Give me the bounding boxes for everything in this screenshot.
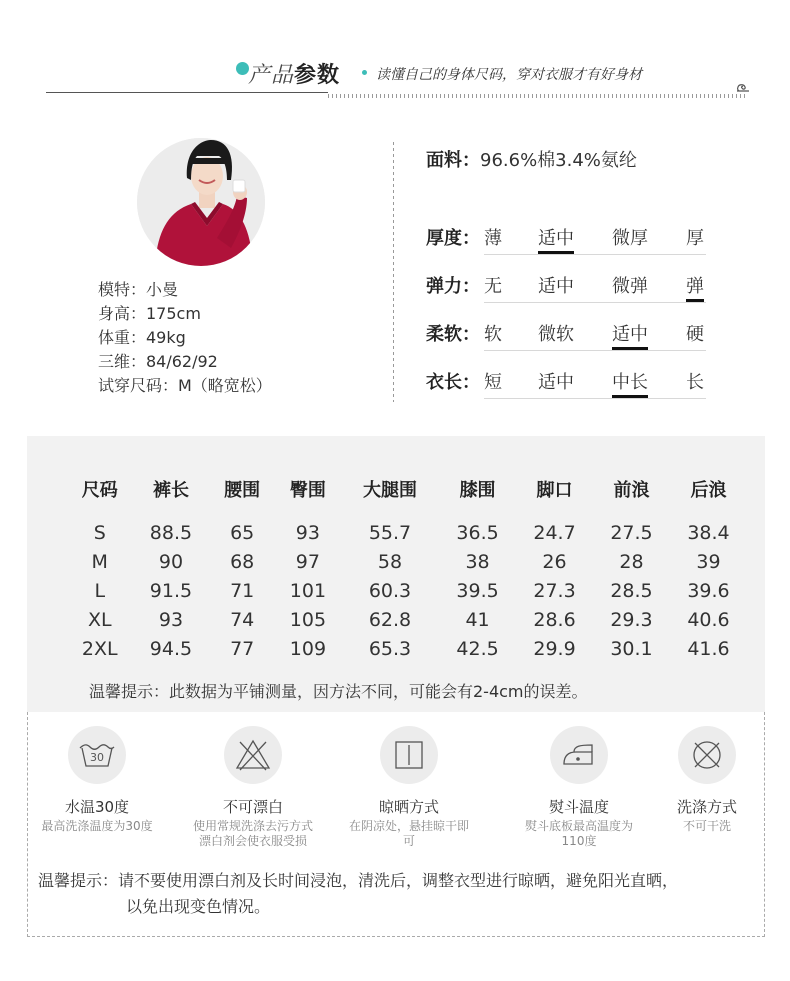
measurement-cell: 97 bbox=[295, 550, 320, 573]
column-header: 臀围 bbox=[289, 480, 326, 501]
no-dry-clean-icon bbox=[678, 726, 736, 784]
attr-option: 厚 bbox=[686, 228, 704, 249]
attr-option: 微软 bbox=[538, 324, 574, 345]
column-header: 膝围 bbox=[459, 480, 496, 501]
care-desc: 熨斗底板最高温度为110度 bbox=[524, 819, 633, 848]
measurement-cell: 88.5 bbox=[149, 521, 193, 544]
measurement-cell: 28 bbox=[619, 550, 644, 573]
table-row bbox=[67, 605, 747, 634]
column-header: 大腿围 bbox=[362, 480, 417, 501]
no-bleach-icon bbox=[224, 726, 282, 784]
column-header: 脚口 bbox=[536, 480, 573, 501]
fabric-row bbox=[426, 146, 637, 172]
measurement-cell: 36.5 bbox=[456, 521, 499, 544]
measurement-cell: 39.6 bbox=[687, 579, 730, 602]
size-chart-panel bbox=[27, 436, 765, 712]
column-header: 尺码 bbox=[81, 480, 118, 501]
measurement-cell: 68 bbox=[230, 550, 255, 573]
measurement-cell: 55.7 bbox=[368, 521, 412, 544]
attr-option: 长 bbox=[686, 372, 704, 393]
header-dashed-line bbox=[328, 94, 746, 98]
attr-option: 硬 bbox=[686, 324, 704, 345]
care-item-dry bbox=[344, 726, 474, 849]
table-row bbox=[67, 547, 747, 576]
wash-temp-badge: 30 bbox=[90, 751, 104, 764]
measurement-cell: 105 bbox=[289, 608, 327, 631]
model-info bbox=[98, 278, 272, 398]
model-photo bbox=[137, 138, 265, 266]
measurement-cell: 93 bbox=[295, 521, 320, 544]
measurement-cell: 27.3 bbox=[533, 579, 576, 602]
size-label-cell: M bbox=[91, 550, 108, 573]
attr-option: 薄 bbox=[484, 228, 502, 249]
care-title: 不可漂白 bbox=[222, 798, 283, 816]
measurement-cell: 39.5 bbox=[456, 579, 499, 602]
care-item-iron bbox=[514, 726, 644, 849]
measurement-cell: 74 bbox=[230, 608, 255, 631]
attr-option: 适中 bbox=[538, 372, 574, 393]
attr-option: 适中 bbox=[538, 224, 574, 254]
measurement-cell: 28.5 bbox=[610, 579, 653, 602]
measurement-cell: 27.5 bbox=[610, 521, 653, 544]
size-label-cell: L bbox=[94, 579, 106, 602]
measurement-cell: 41 bbox=[465, 608, 490, 631]
attr-option: 无 bbox=[484, 276, 502, 297]
size-note: 温馨提示：此数据为平铺测量，因方法不同，可能会有2-4cm的误差。 bbox=[89, 682, 588, 701]
line-dry-icon bbox=[380, 726, 438, 784]
measurement-cell: 26 bbox=[542, 550, 567, 573]
model-weight: 体重：49kg bbox=[98, 328, 186, 347]
measurement-cell: 62.8 bbox=[368, 608, 412, 631]
measurement-cell: 65 bbox=[230, 521, 255, 544]
iron-icon bbox=[550, 726, 608, 784]
measurement-cell: 94.5 bbox=[149, 637, 193, 660]
measurement-cell: 60.3 bbox=[368, 579, 412, 602]
attr-option: 弹 bbox=[686, 272, 704, 302]
measurement-cell: 77 bbox=[230, 637, 255, 660]
model-name: 模特：小曼 bbox=[98, 280, 179, 299]
column-header: 腰围 bbox=[224, 480, 261, 501]
column-header: 后浪 bbox=[690, 480, 727, 501]
measurement-cell: 71 bbox=[230, 579, 255, 602]
table-row bbox=[67, 518, 747, 547]
care-desc: 在阴凉处，悬挂晾干即可 bbox=[348, 819, 469, 848]
measurement-cell: 40.6 bbox=[687, 608, 730, 631]
fabric-label: 面料： bbox=[426, 150, 480, 171]
measurement-cell: 91.5 bbox=[149, 579, 193, 602]
swirl-icon bbox=[736, 82, 750, 92]
model-height: 身高：175cm bbox=[98, 304, 201, 323]
model-avatar bbox=[137, 138, 265, 266]
care-desc: 使用常规洗涤去污方式 漂白剂会使衣服受损 bbox=[192, 819, 313, 848]
size-table bbox=[67, 472, 747, 663]
measurement-cell: 28.6 bbox=[533, 608, 576, 631]
bullet-dot bbox=[362, 70, 367, 75]
measurement-cell: 29.3 bbox=[610, 608, 653, 631]
model-measurements: 三维：84/62/92 bbox=[98, 352, 218, 371]
care-tip-line: 以免出现变色情况。 bbox=[126, 897, 271, 916]
measurement-cell: 41.6 bbox=[687, 637, 730, 660]
table-row bbox=[67, 634, 747, 663]
fabric-value: 96.6%棉3.4%氨纶 bbox=[480, 150, 637, 171]
measurement-cell: 90 bbox=[158, 550, 184, 573]
section-header bbox=[40, 56, 755, 106]
care-desc: 不可干洗 bbox=[682, 819, 731, 833]
measurement-cell: 39 bbox=[696, 550, 721, 573]
vertical-divider bbox=[393, 142, 394, 402]
attr-option: 适中 bbox=[612, 320, 648, 350]
attr-option: 微厚 bbox=[612, 228, 648, 249]
measurement-cell: 65.3 bbox=[368, 637, 412, 660]
measurement-cell: 24.7 bbox=[533, 521, 576, 544]
care-tip bbox=[38, 868, 678, 920]
care-title: 洗涤方式 bbox=[676, 798, 737, 816]
table-row bbox=[67, 576, 747, 605]
care-title: 水温30度 bbox=[64, 798, 130, 816]
attr-label: 柔软： bbox=[426, 324, 480, 345]
measurement-cell: 30.1 bbox=[610, 637, 653, 660]
wash-30-icon bbox=[68, 726, 126, 784]
size-label-cell: S bbox=[93, 521, 106, 544]
attr-label: 弹力： bbox=[426, 276, 480, 297]
measurement-cell: 93 bbox=[158, 608, 184, 631]
measurement-cell: 38.4 bbox=[687, 521, 730, 544]
model-size: 试穿尺码：M（略宽松） bbox=[98, 376, 272, 395]
table-header-row bbox=[67, 472, 747, 506]
attr-option: 软 bbox=[484, 324, 502, 345]
care-item-wash bbox=[32, 726, 162, 834]
section-subtitle: 读懂自己的身体尺码，穿对衣服才有好身材 bbox=[376, 67, 642, 83]
attr-options bbox=[484, 224, 706, 255]
column-header: 裤长 bbox=[152, 480, 189, 501]
header-line bbox=[46, 92, 328, 93]
measurement-cell: 58 bbox=[377, 550, 403, 573]
measurement-cell: 101 bbox=[289, 579, 327, 602]
care-tip-line: 温馨提示：请不要使用漂白剂及长时间浸泡，清洗后，调整衣型进行晾晒，避免阳光直晒， bbox=[38, 871, 679, 890]
attr-option: 微弹 bbox=[612, 276, 648, 297]
care-desc: 最高洗涤温度为30度 bbox=[41, 819, 153, 833]
attr-option: 短 bbox=[484, 372, 502, 393]
measurement-cell: 38 bbox=[465, 550, 490, 573]
care-title: 晾晒方式 bbox=[378, 798, 439, 816]
attr-option: 适中 bbox=[538, 276, 574, 297]
measurement-cell: 42.5 bbox=[456, 637, 499, 660]
care-item-bleach bbox=[188, 726, 318, 849]
attr-options bbox=[484, 320, 706, 351]
size-label-cell: XL bbox=[87, 608, 112, 631]
column-header: 前浪 bbox=[613, 480, 650, 501]
care-panel bbox=[27, 712, 765, 937]
attr-option: 中长 bbox=[612, 368, 648, 398]
measurement-cell: 29.9 bbox=[533, 637, 576, 660]
attr-options bbox=[484, 368, 706, 399]
care-item-dryclean bbox=[642, 726, 772, 834]
attr-label: 厚度： bbox=[426, 228, 480, 249]
care-title: 熨斗温度 bbox=[548, 798, 609, 816]
measurement-cell: 109 bbox=[289, 637, 327, 660]
attr-label: 衣长： bbox=[426, 372, 480, 393]
section-title: 产品参数 bbox=[248, 63, 341, 88]
attr-options bbox=[484, 272, 706, 303]
size-table-body bbox=[67, 506, 747, 663]
size-label-cell: 2XL bbox=[81, 637, 118, 660]
